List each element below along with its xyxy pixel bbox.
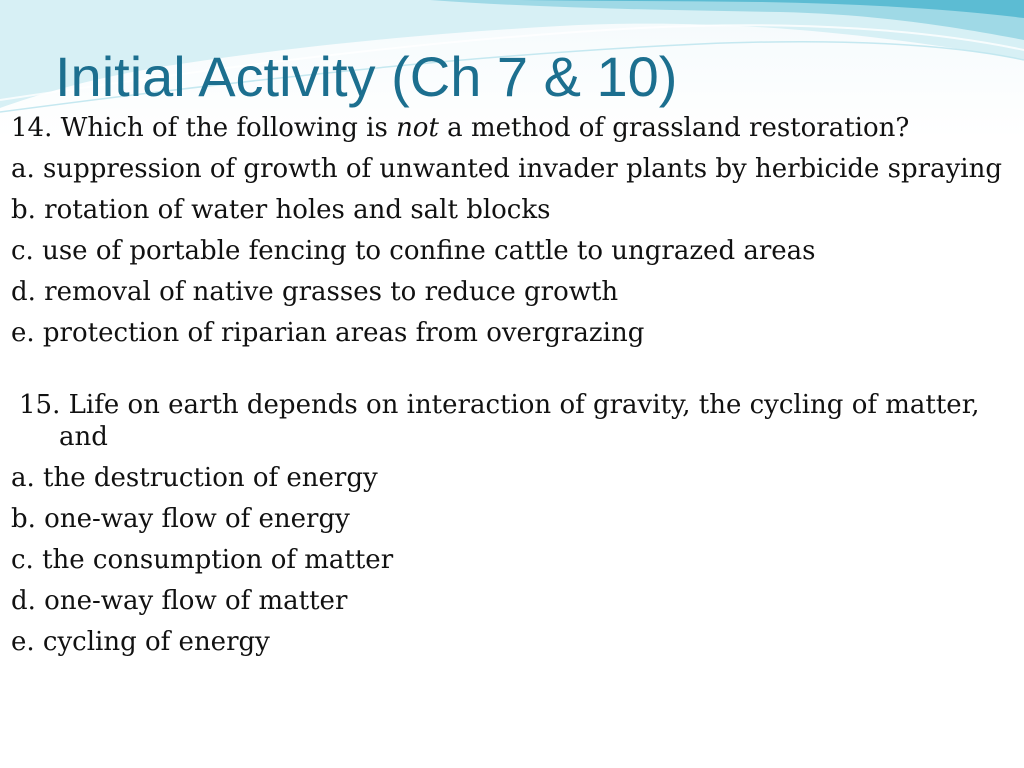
- q15-option-b: b. one-way flow of energy: [11, 504, 350, 534]
- q14-option-b: b. rotation of water holes and salt blocks: [11, 195, 551, 225]
- q15-option-e: e. cycling of energy: [11, 627, 270, 657]
- slide-title: Initial Activity (Ch 7 & 10): [55, 45, 678, 108]
- question-14: [11, 112, 1016, 144]
- question-14-suffix: a method of grassland restoration?: [438, 113, 910, 143]
- q15-option-d: d. one-way flow of matter: [11, 586, 348, 616]
- slide-body: [11, 112, 1016, 667]
- q15-option-c: c. the consumption of matter: [11, 545, 394, 575]
- question-14-prefix: 14. Which of the following is: [11, 113, 397, 143]
- question-15: 15. Life on earth depends on interaction of gravity, the cycling of matter, and: [19, 390, 980, 452]
- q14-option-d: d. removal of native grasses to reduce growth: [11, 277, 619, 307]
- q14-option-e: e. protection of riparian areas from overgrazing: [11, 318, 645, 348]
- question-14-emphasis: not: [396, 113, 439, 143]
- q14-option-a: a. suppression of growth of unwanted invader plants by herbicide spraying: [11, 154, 1002, 184]
- q15-option-a: a. the destruction of energy: [11, 463, 378, 493]
- q14-option-c: c. use of portable fencing to confine cattle to ungrazed areas: [11, 236, 816, 266]
